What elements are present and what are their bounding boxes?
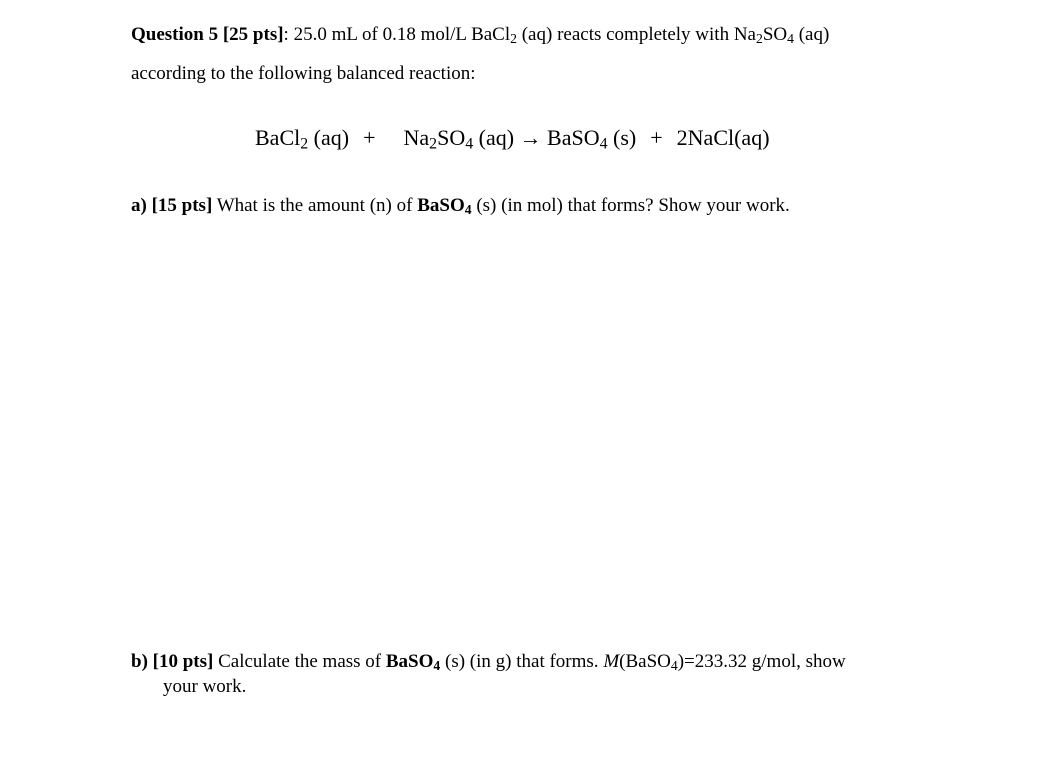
- intro-text: : 25.0 mL of 0.18 mol/L BaCl: [283, 24, 511, 45]
- plus-sign: +: [650, 125, 663, 150]
- compound-baso4: BaSO$_4$: [385, 651, 441, 673]
- question-header: Question 5 [25 pts]: [131, 24, 284, 45]
- subscript: 2: [755, 31, 763, 46]
- plus-sign: +: [363, 125, 376, 150]
- question-intro-line-2: according to the following balanced reaction:: [131, 63, 476, 84]
- question-intro-line-1: [131, 24, 829, 46]
- product-nacl: 2NaCl(aq): [676, 125, 770, 150]
- intro-text: SO: [762, 24, 788, 45]
- part-a-question: a) [15 pts] What is the amount (n) of BaSO$_4$ (s) (in mol) that forms? Show your work.: [131, 195, 790, 217]
- molar-mass-symbol: M: [603, 651, 620, 672]
- subscript: 2: [510, 31, 517, 46]
- balanced-equation: [255, 125, 770, 151]
- part-b-label: b) [10 pts]: [131, 651, 214, 672]
- part-b-question: b) [10 pts] Calculate the mass of BaSO$_4$ (s) (in g) that forms. M(BaSO$_4$)=233.32 g/mol, show your work.: [131, 649, 961, 699]
- reaction-arrow: →: [519, 125, 542, 150]
- part-a-label: a) [15 pts]: [131, 195, 213, 216]
- compound-baso4: BaSO$_4$: [417, 195, 472, 217]
- intro-text: (aq) reacts completely with Na: [516, 24, 756, 45]
- part-b-line-2: your work.: [163, 676, 247, 697]
- reactant-bacl2: BaCl$_2$ (aq): [255, 125, 350, 153]
- product-baso4: BaSO$_4$ (s): [547, 125, 637, 153]
- intro-text: (aq): [793, 24, 830, 45]
- reactant-na2so4: $Na_2SO_4$ (aq): [403, 125, 515, 153]
- subscript: 4: [787, 31, 794, 46]
